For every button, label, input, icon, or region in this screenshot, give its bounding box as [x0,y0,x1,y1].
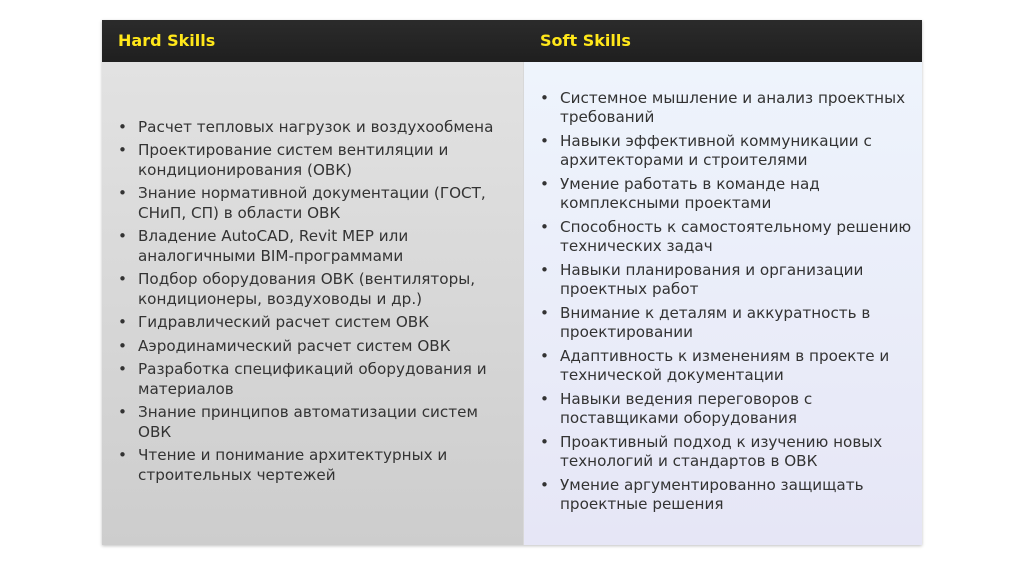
hard-skills-column [102,62,524,545]
hard-skill-item: • Проектирование систем вентиляции и кондиционирования (ОВК) [118,141,508,180]
soft-skill-item: • Системное мышление и анализ проектных требований [540,89,912,128]
soft-skill-item: • Навыки эффективной коммуникации с архитекторами и строителями [540,132,912,171]
soft-skill-item: • Умение работать в команде над комплексными проектами [540,175,912,214]
hard-skills-list [102,118,508,490]
soft-skill-item: • Проактивный подход к изучению новых технологий и стандартов в ОВК [540,433,912,472]
hard-skill-item: • Владение AutoCAD, Revit MEP или аналогичными BIM-программами [118,227,508,266]
hard-skills-header: Hard Skills [118,31,216,50]
hard-skill-item: • Разработка спецификаций оборудования и материалов [118,360,508,399]
soft-skill-item: • Способность к самостоятельному решению технических задач [540,218,912,257]
table-header [102,20,922,62]
soft-skill-item: • Навыки ведения переговоров с поставщиками оборудования [540,390,912,429]
hard-skill-item: • Гидравлический расчет систем ОВК [118,313,508,333]
soft-skills-list [524,89,912,519]
hard-skill-item: • Чтение и понимание архитектурных и строительных чертежей [118,446,508,485]
soft-skill-item: • Внимание к деталям и аккуратность в проектировании [540,304,912,343]
hard-skill-item: • Знание нормативной документации (ГОСТ, СНиП, СП) в области ОВК [118,184,508,223]
table-body [102,62,922,545]
hard-skill-item: • Расчет тепловых нагрузок и воздухообмена [118,118,508,138]
soft-skills-header: Soft Skills [540,31,631,50]
hard-skill-item: • Подбор оборудования ОВК (вентиляторы, кондиционеры, воздуховоды и др.) [118,270,508,309]
soft-skill-item: • Навыки планирования и организации проектных работ [540,261,912,300]
soft-skill-item: • Адаптивность к изменениям в проекте и технической документации [540,347,912,386]
soft-skill-item: • Умение аргументированно защищать проектные решения [540,476,912,515]
hard-skill-item: • Аэродинамический расчет систем ОВК [118,337,508,357]
soft-skills-column [524,62,922,545]
hard-skill-item: • Знание принципов автоматизации систем ОВК [118,403,508,442]
skills-table [102,20,922,545]
